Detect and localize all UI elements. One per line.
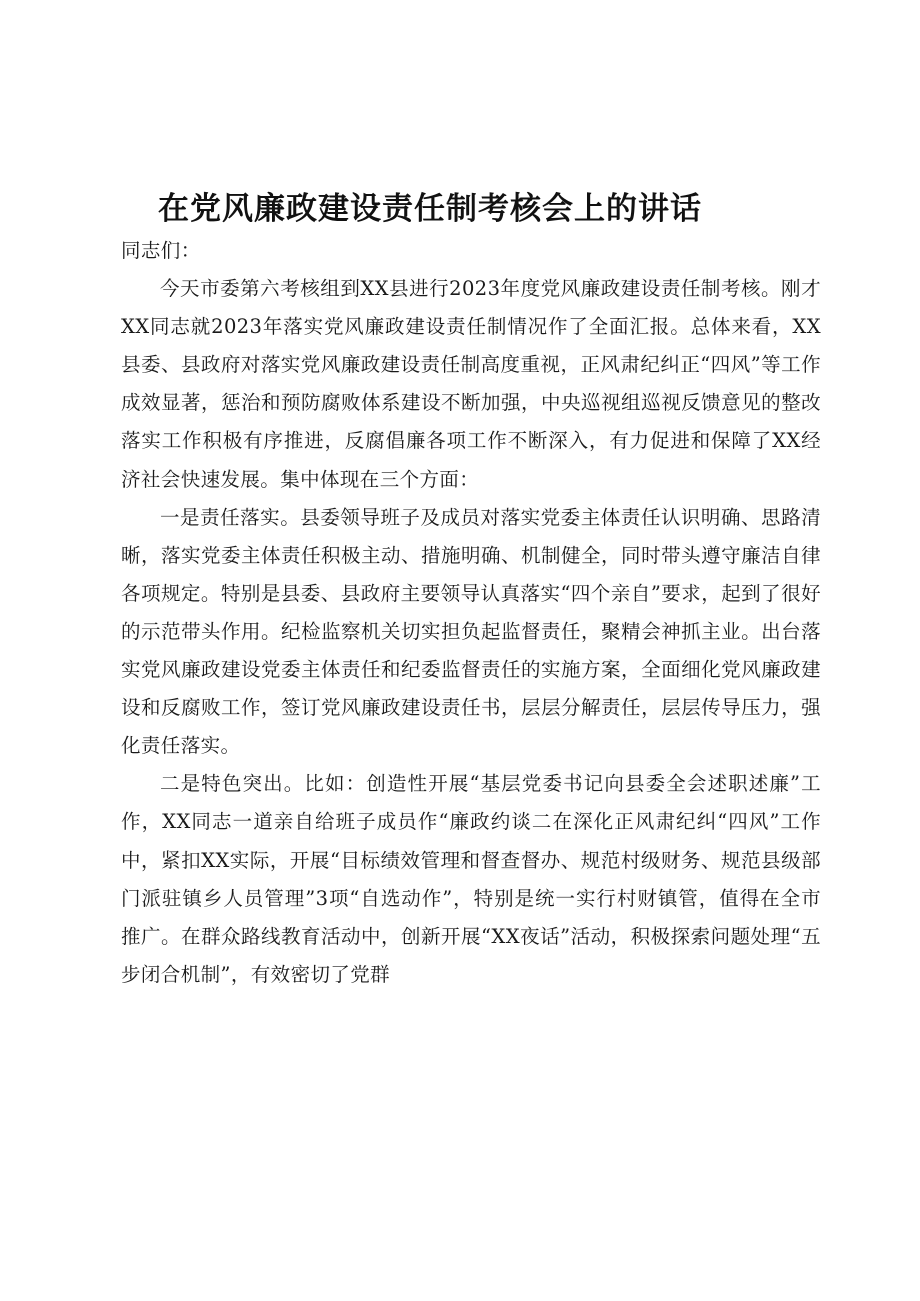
paragraph-responsibility: 一是责任落实。县委领导班子及成员对落实党委主体责任认识明确、思路清晰，落实党委主体责任积极主动、措施明确、机制健全，同时带头遵守廉洁自律各项规定。特别是县委、县政府主要领导认真落实“四个亲自”要求，起到了很好的示范带头作用。纪检监察机关切实担负起监督责任，聚精会神抓主业。出台落实党风廉政建设党委主体责任和纪委监督责任的实施方案，全面细化党风廉政建设和反腐败工作，签订党风廉政建设责任书，层层分解责任，层层传导压力，强化责任落实。 [121, 505, 821, 758]
paragraph-features: 二是特色突出。比如：创造性开展“基层党委书记向县委全会述职述廉”工作，XX同志一道亲自给班子成员作“廉政约谈二在深化正风肃纪纠“四风”工作中，紧扣XX实际，开展“目标绩效管理和督查督办、规范村级财务、规范县级部门派驻镇乡人员管理”3项“自选动作”，特别是统一实行村财镇管，值得在全市推广。在群众路线教育活动中，创新开展“XX夜话”活动，积极探索问题处理“五步闭合机制”，有效密切了党群 [121, 772, 821, 986]
salutation: 同志们： [121, 239, 201, 262]
document-title: 在党风廉政建设责任制考核会上的讲话 [158, 191, 702, 227]
paragraph-intro: 今天市委第六考核组到XX县进行2023年度党风廉政建设责任制考核。刚才XX同志就2023年落实党风廉政建设责任制情况作了全面汇报。总体来看，XX县委、县政府对落实党风廉政建设责任制高度重视，正风肃纪纠正“四风”等工作成效显著，惩治和预防腐败体系建设不断加强，中央巡视组巡视反馈意见的整改落实工作积极有序推进，反腐倡廉各项工作不断深入，有力促进和保障了XX经济社会快速发展。集中体现在三个方面： [121, 277, 821, 491]
document-body [121, 232, 821, 994]
